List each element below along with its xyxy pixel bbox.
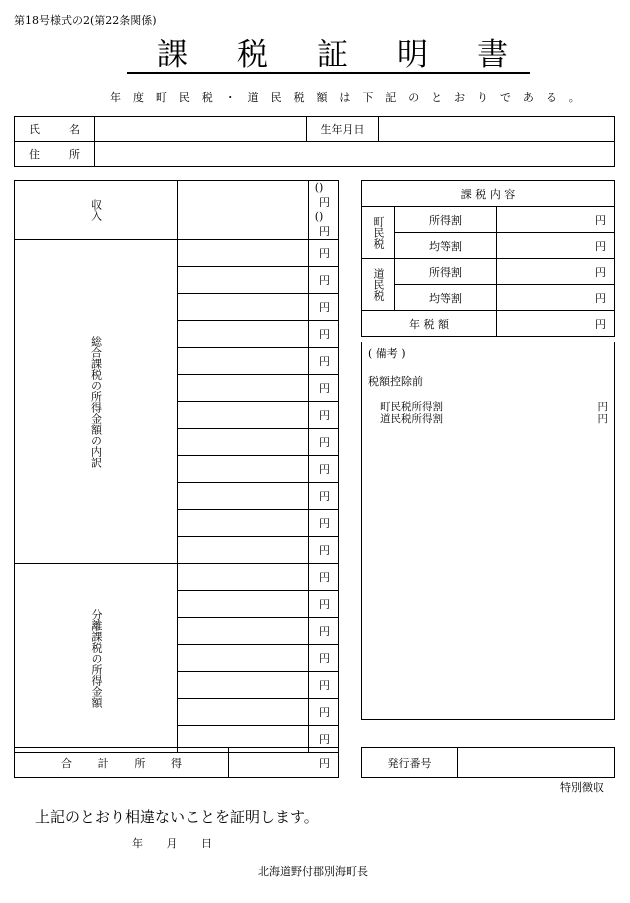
yen-unit: 円 [308,294,338,321]
title-char: 書 [477,37,508,73]
certify-text: 上記のとおり相違ないことを証明します。 [35,808,319,826]
special-collection: 特別徴収 [560,781,604,794]
label: 合 [61,756,72,770]
income-item-field[interactable] [178,240,309,267]
table-row [15,240,339,267]
town-equal-portion: 均等割 [395,233,497,259]
subtitle-char: 記 [385,91,397,104]
subtitle [110,89,580,105]
title-char: 税 [237,37,268,73]
subtitle-char: の [408,91,420,104]
yen-unit: 円 [497,285,615,311]
yen-unit: 円 [308,321,338,348]
income-item-field[interactable] [178,645,309,672]
subtitle-char: 年 [110,91,121,104]
yen-unit: 円 [308,672,338,699]
tax-content-table [361,180,615,337]
subtitle-char: と [431,91,443,104]
subtitle-char: お [454,91,466,104]
yen-unit: 円 [497,233,615,259]
label: 所 [134,756,146,770]
yen-unit: 円 [497,259,615,285]
yen-unit: 円 [229,748,339,778]
subtitle-char: 民 [178,91,190,104]
yen-unit: 円 [308,564,338,591]
pref-tax-label: 道民税 [362,259,395,311]
subtitle-char: で [499,91,511,104]
subtitle-char: 税 [293,91,305,104]
yen-unit: 円 [308,591,338,618]
income-item-field[interactable] [178,591,309,618]
yen-unit: 円 [308,456,338,483]
yen-unit: 円 [308,402,338,429]
title-char: 明 [397,37,428,73]
address-field[interactable] [95,142,615,167]
subtitle-char: 額 [316,91,328,104]
tax-header: 課 税 内 容 [362,181,615,207]
birth-label: 生年月日 [307,117,379,142]
name-field[interactable] [95,117,307,142]
yen-unit: 円 [308,240,338,267]
town-income-label: 町民税所得割 [380,401,443,413]
income-item-field[interactable] [178,618,309,645]
date-char: 月 [166,837,178,850]
label: 名 [69,123,80,136]
issue-number-table [361,747,615,778]
yen-unit: 円 [597,401,608,413]
section-label: 分離課税の所得金額 [15,564,178,753]
yen-unit: 円 [308,429,338,456]
pref-income-portion: 所得割 [395,259,497,285]
subtitle-char: 度 [132,91,144,104]
yen-unit: 円 [308,483,338,510]
pref-equal-portion: 均等割 [395,285,497,311]
income-table [14,180,339,753]
total-income-table [14,747,339,778]
subtitle-char: は [339,91,351,104]
person-info-table [14,116,615,167]
income-item-field[interactable] [178,294,309,321]
subtitle-char: ・ [224,91,236,104]
before-deduction-label: 税額控除前 [368,375,423,388]
yen-unit: )円 [319,210,330,238]
yen-unit: 円 [308,267,338,294]
date-line [132,835,212,851]
income-item-field[interactable] [178,672,309,699]
subtitle-char: り [477,91,488,104]
yen-unit: 円 [597,413,608,425]
label: 計 [97,756,109,770]
title-char: 課 [157,37,188,73]
label: 所 [69,148,80,161]
yen-unit: 円 [308,537,338,564]
date-char: 日 [201,837,212,850]
income-item-field[interactable] [178,402,309,429]
income-item-field[interactable] [178,510,309,537]
annual-tax-label: 年 税 額 [362,311,497,337]
income-item-field[interactable] [178,321,309,348]
subtitle-char: る [545,91,557,104]
section-label: 総合課税の所得金額の内訳 [15,240,178,564]
issue-number-label: 発行番号 [362,748,458,778]
page-title [127,37,530,74]
table-row [15,564,339,591]
income-item-field[interactable] [178,537,309,564]
income-field[interactable] [178,181,309,240]
subtitle-char: 下 [362,91,374,104]
yen-unit: )円 [319,181,330,209]
issue-number-field[interactable] [458,748,615,778]
income-item-field[interactable] [178,483,309,510]
form-number: 第18号様式の2(第22条関係) [14,14,157,27]
yen-unit: 円 [308,645,338,672]
subtitle-char: 道 [247,91,259,104]
income-item-field[interactable] [178,375,309,402]
subtitle-char: 民 [270,91,282,104]
yen-unit: 円 [308,375,338,402]
birth-field[interactable] [379,117,615,142]
income-item-field[interactable] [178,267,309,294]
label: 得 [170,756,182,770]
date-char: 年 [132,837,143,850]
paren: ( [314,181,319,194]
income-item-field[interactable] [178,456,309,483]
remarks-box [361,342,615,720]
subtitle-char: あ [522,91,534,104]
subtitle-char: 税 [201,91,213,104]
income-item-field[interactable] [178,564,309,591]
subtitle-char: 。 [568,91,580,104]
subtitle-char: 町 [155,91,167,104]
income-item-field[interactable] [178,348,309,375]
income-label: 収入 [15,181,178,240]
yen-unit: 円 [308,510,338,537]
yen-unit: 円 [497,311,615,337]
issuer: 北海道野付郡別海町長 [258,865,368,878]
label: 氏 [29,123,40,136]
pref-income-label: 道民税所得割 [380,413,443,425]
label: 住 [29,148,40,161]
yen-unit: 円 [308,618,338,645]
yen-unit: 円 [497,207,615,233]
remarks-label: ( 備考 ) [368,347,406,360]
yen-unit: 円 [308,726,338,753]
yen-unit: 円 [308,348,338,375]
title-char: 証 [317,37,348,73]
paren: ( [314,210,319,223]
income-item-field[interactable] [178,699,309,726]
yen-unit: 円 [308,699,338,726]
town-income-portion: 所得割 [395,207,497,233]
income-item-field[interactable] [178,429,309,456]
town-tax-label: 町民税 [362,207,395,259]
